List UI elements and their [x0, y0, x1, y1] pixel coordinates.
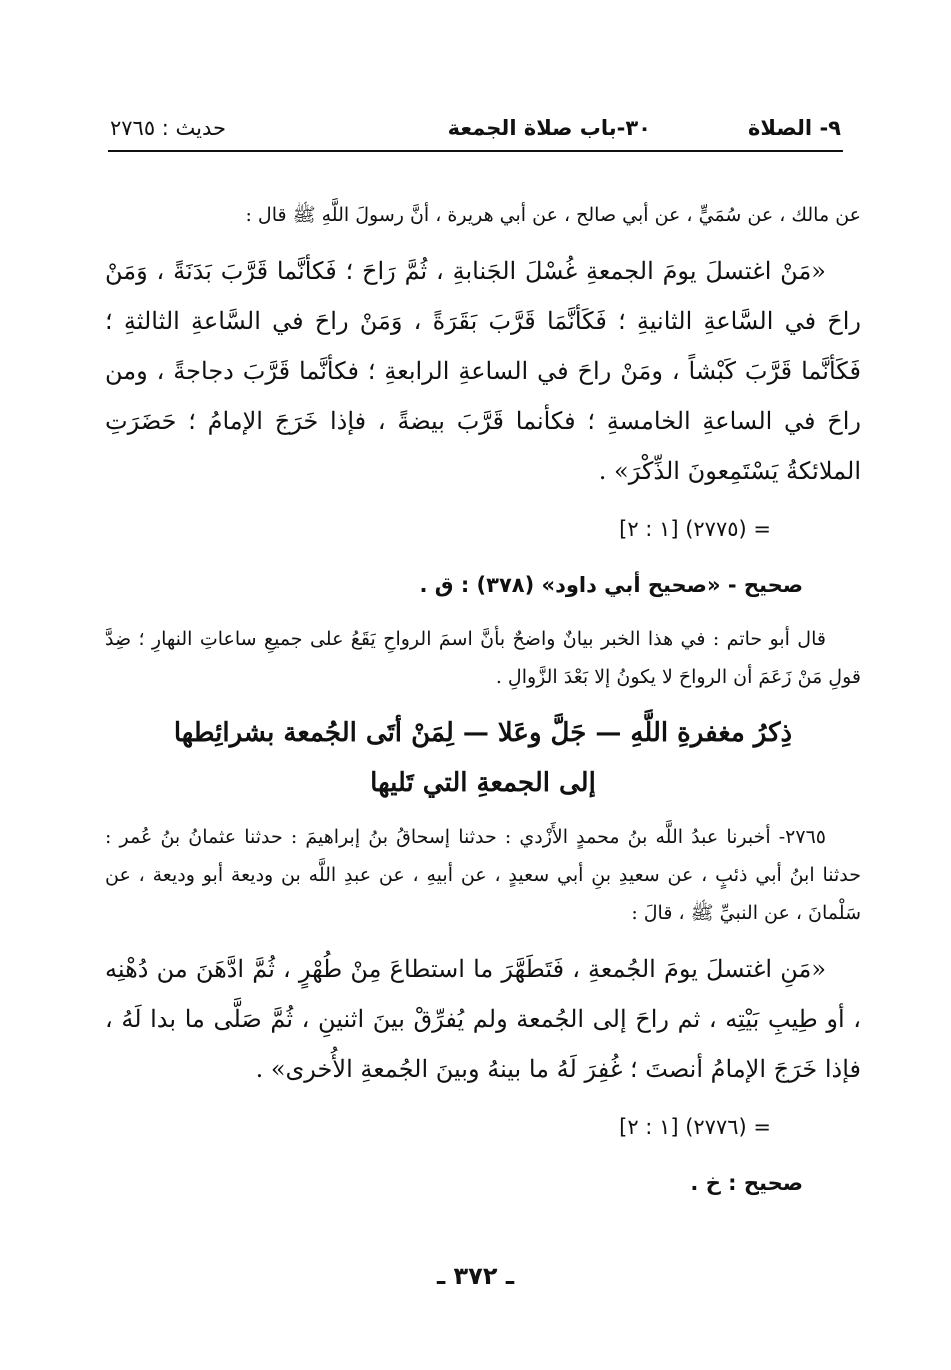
page-body [105, 196, 861, 1218]
chapter-title: ٩- الصلاة [748, 116, 841, 140]
hadith2-matn: «مَنِ اغتسلَ يومَ الجُمعةِ ، فَتَطَهَّرَ ما استطاعَ مِنْ طُهْرٍ ، ثُمَّ ادَّهَنَ من دُهْنِه ، أو طِيبِ بَيْتِه ، ثم راحَ إلى الجُمعة ولم يُفرِّقْ بينَ اثنينِ ، ثُمَّ صَلَّى ما بدا لَهُ ، فإذا خَرَجَ الإمامُ أنصتَ ؛ غُفِرَ لَهُ ما بينهُ وبينَ الجُمعةِ الأُخرى» . [105, 955, 861, 1083]
heading-line-1: ذِكرُ مغفرةِ اللَّهِ — جَلَّ وعَلا — لِمَنْ أتَى الجُمعة بشرائِطها [173, 718, 793, 748]
header-rule [108, 150, 843, 152]
hadith-number: حديث : ٢٧٦٥ [110, 116, 227, 140]
hadith1-matn: «مَنْ اغتسلَ يومَ الجمعةِ غُسْلَ الجَنابةِ ، ثُمَّ رَاحَ ؛ فَكأنَّما قَرَّبَ بَدَنَةً ، وَمَنْ راحَ في السَّاعةِ الثانيةِ ؛ فَكَأنَّمَا قَرَّبَ بَقَرَةً ، وَمَنْ راحَ في السَّاعةِ الثالثةِ ؛ فَكَأنَّما قَرَّبَ كَبْشاً ، ومَنْ راحَ في الساعةِ الرابعةِ ؛ فكأنَّما قَرَّبَ دجاجةً ، ومن راحَ في الساعةِ الخامسةِ ؛ فكأنما قَرَّبَ بيضةً ، فإذا خَرَجَ الإمامُ ؛ حَضَرَتِ الملائكةُ يَسْتَمِعونَ الذِّكْرَ» . [105, 257, 861, 485]
chapter-heading [105, 708, 861, 808]
hadith1-isnad: عن مالك ، عن سُمَيٍّ ، عن أبي صالح ، عن أبي هريرة ، أنَّ رسولَ اللَّهِ ﷺ قال : [245, 204, 861, 226]
abu-hatim-comment: قال أبو حاتم : في هذا الخبر بيانٌ واضحٌ بأنَّ اسمَ الرواحِ يَقَعُ على جميعِ ساعاتِ النهارِ ؛ ضِدَّ قولِ مَنْ زَعَمَ أن الرواحَ لا يكونُ إلا بَعْدَ الزَّوالِ . [105, 628, 861, 688]
hadith2-reference: = (٢٧٧٦) [١ : ٢] [619, 1115, 771, 1139]
hadith1-grade: صحيح - «صحيح أبي داود» (٣٧٨) : ق . [419, 573, 803, 597]
heading-line-2: إلى الجمعةِ التي تَليها [370, 768, 596, 798]
page-number: ـ ٣٧٢ ـ [436, 1262, 515, 1290]
hadith1-reference: = (٢٧٧٥) [١ : ٢] [619, 517, 771, 541]
hadith2-isnad: ٢٧٦٥- أخبرنا عبدُ اللَّه بنُ محمدٍ الأَزْدي : حدثنا إسحاقُ بنُ إبراهيمَ : حدثنا عثمانُ بنُ عُمر : حدثنا ابنُ أبي ذئبٍ ، عن سعيدِ بنِ أبي سعيدٍ ، عن أبيهِ ، عن عبدِ اللَّه بن وديعة أبو وديعة ، عن سَلْمانَ ، عن النبيِّ ﷺ ، قالَ : [105, 826, 861, 924]
hadith2-grade: صحيح : خ . [690, 1171, 803, 1195]
section-title: ٣٠-باب صلاة الجمعة [447, 116, 651, 140]
running-header [110, 112, 841, 148]
